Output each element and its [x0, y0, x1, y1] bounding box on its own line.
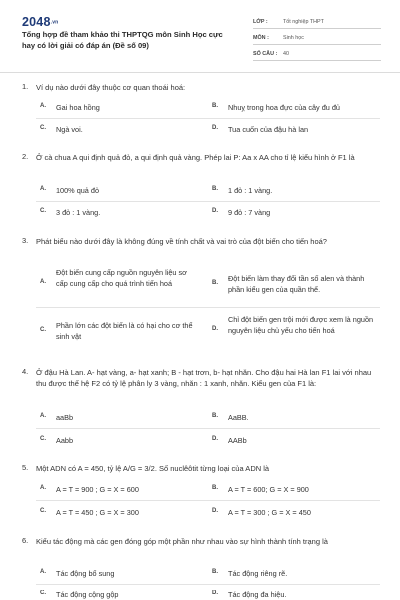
option-d[interactable] [212, 208, 382, 220]
question-text: Ví dụ nào dưới đây thuộc cơ quan thoái hoá: [36, 83, 186, 92]
question-text: Ở cà chua A qui định quả đỏ, a qui định quả vàng. Phép lai P: Aa x AA cho tỉ lệ kiểu hình ở F1 là [36, 153, 355, 162]
meta-row-subject [253, 29, 381, 45]
option-letter: B. [212, 569, 218, 575]
option-text: Aabb [56, 436, 74, 445]
option-b[interactable] [212, 485, 382, 497]
question [22, 236, 378, 260]
option-text: Nhuỵ trong hoa đực của cây đu đủ [228, 103, 340, 112]
option-letter: A. [40, 186, 46, 192]
option-letter: D. [212, 208, 218, 214]
option-text: 100% quả đỏ [56, 186, 100, 195]
question [22, 367, 378, 403]
option-a[interactable] [40, 413, 200, 425]
meta-row-class [253, 13, 381, 29]
meta-row-question-count [253, 45, 381, 61]
question [22, 152, 378, 176]
option-text: A = T = 900 ; G = X = 600 [56, 485, 139, 494]
option-divider [36, 201, 380, 202]
option-text: Tác động riêng rẽ. [228, 569, 288, 578]
option-c[interactable] [40, 321, 200, 345]
option-text: 9 đỏ : 7 vàng [228, 208, 271, 217]
meta-label: SỐ CÂU : [253, 51, 278, 57]
option-text: Ngà voi. [56, 125, 83, 134]
option-b[interactable] [212, 274, 382, 298]
option-text: A = T = 450 ; G = X = 300 [56, 508, 139, 517]
option-letter: B. [212, 413, 218, 419]
option-letter: D. [212, 508, 218, 514]
option-b[interactable] [212, 103, 382, 115]
option-letter: B. [212, 485, 218, 491]
option-d[interactable] [212, 315, 382, 351]
option-c[interactable] [40, 590, 200, 600]
meta-panel [253, 13, 381, 61]
option-b[interactable] [212, 186, 382, 198]
option-divider [36, 307, 380, 308]
option-text: A = T = 300 ; G = X = 450 [228, 508, 311, 517]
option-letter: C. [40, 590, 46, 596]
option-text: 1 đỏ : 1 vàng. [228, 186, 273, 195]
option-a[interactable] [40, 569, 200, 581]
option-divider [36, 584, 380, 585]
option-text: Gai hoa hồng [56, 103, 100, 112]
option-d[interactable] [212, 590, 382, 600]
option-letter: B. [212, 280, 218, 286]
question-number: 1. [22, 82, 29, 91]
question-number: 2. [22, 152, 29, 161]
option-text: 3 đỏ : 1 vàng. [56, 208, 101, 217]
option-text: Tác động đa hiệu. [228, 590, 287, 599]
option-text: Tác động bổ sung [56, 569, 115, 578]
meta-label: MÔN : [253, 35, 269, 41]
option-letter: C. [40, 327, 46, 333]
option-a[interactable] [40, 268, 200, 304]
site-logo[interactable] [22, 15, 58, 29]
question-number: 5. [22, 463, 29, 472]
option-text: Tác động cộng gộp [56, 590, 119, 599]
option-letter: B. [212, 186, 218, 192]
option-letter: A. [40, 569, 46, 575]
option-d[interactable] [212, 436, 382, 448]
meta-value: 40 [283, 51, 289, 57]
option-a[interactable] [40, 485, 200, 497]
option-letter: C. [40, 508, 46, 514]
option-c[interactable] [40, 508, 200, 520]
option-text: Đột biến làm thay đổi tần số alen và thành phần kiểu gen của quần thể. [228, 274, 365, 294]
question-text: Ở đậu Hà Lan. A- hạt vàng, a- hạt xanh; B - hạt trơn, b- hạt nhăn. Cho đậu hai Hà lan F1 lai với nhau thu được thế hệ F2 có tỷ lệ phân ly 3 vàng, nhăn : 1 xanh, nhăn. Kiểu gen của F1 là: [36, 368, 372, 388]
question-text: Kiểu tác động mà các gen đóng góp một phần như nhau vào sự hình thành tính trạng là [36, 537, 328, 546]
option-letter: A. [40, 279, 46, 285]
option-a[interactable] [40, 186, 200, 198]
option-divider [36, 118, 380, 119]
option-b[interactable] [212, 569, 382, 581]
option-text: Tua cuốn của đậu hà lan [228, 125, 309, 134]
question-text: Phát biểu nào dưới đây là không đúng về tính chất và vai trò của đột biến cho tiến hoá? [36, 237, 327, 246]
option-letter: D. [212, 326, 218, 332]
option-letter: B. [212, 103, 218, 109]
option-letter: D. [212, 590, 218, 596]
option-text: Đột biến cung cấp nguồn nguyên liệu sơ cấp cung cấp cho quá trình tiến hoá [56, 268, 187, 288]
option-text: Phần lớn các đột biến là có hại cho cơ thể sinh vật [56, 321, 193, 341]
logo-text: 2048 [22, 15, 51, 29]
question-number: 3. [22, 236, 29, 245]
option-d[interactable] [212, 508, 382, 520]
question [22, 82, 378, 96]
option-d[interactable] [212, 125, 382, 137]
option-text: aaBb [56, 413, 74, 422]
option-letter: C. [40, 436, 46, 442]
option-c[interactable] [40, 208, 200, 220]
option-b[interactable] [212, 413, 382, 425]
meta-label: LỚP : [253, 19, 268, 25]
option-text: AaBB. [228, 413, 249, 422]
question-text: Một ADN có A = 450, tỷ lệ A/G = 3/2. Số nuclêôtit từng loại của ADN là [36, 464, 270, 473]
option-letter: D. [212, 436, 218, 442]
option-text: Chỉ đột biến gen trội mới được xem là nguồn nguyên liệu chủ yếu cho tiến hoá [228, 315, 374, 335]
option-text: AABb [228, 436, 247, 445]
option-divider [36, 428, 380, 429]
question [22, 463, 378, 477]
option-letter: C. [40, 125, 46, 131]
meta-value: Sinh học [283, 35, 304, 41]
option-c[interactable] [40, 125, 200, 137]
logo-suffix: .vn [50, 19, 59, 26]
question [22, 536, 378, 560]
option-letter: A. [40, 103, 46, 109]
page-header [0, 0, 400, 72]
option-a[interactable] [40, 103, 200, 115]
option-divider [36, 500, 380, 501]
header-divider [0, 72, 400, 73]
meta-value: Tốt nghiệp THPT [283, 19, 324, 25]
option-letter: D. [212, 125, 218, 131]
option-text: A = T = 600; G = X = 900 [228, 485, 309, 494]
option-c[interactable] [40, 436, 200, 448]
document-title: Tổng hợp đề tham khảo thi THPTQG môn Sinh Học cực hay có lời giải có đáp án (Đề số 09) [22, 30, 223, 50]
question-number: 4. [22, 367, 29, 376]
option-letter: C. [40, 208, 46, 214]
option-letter: A. [40, 485, 46, 491]
question-number: 6. [22, 536, 29, 545]
option-letter: A. [40, 413, 46, 419]
